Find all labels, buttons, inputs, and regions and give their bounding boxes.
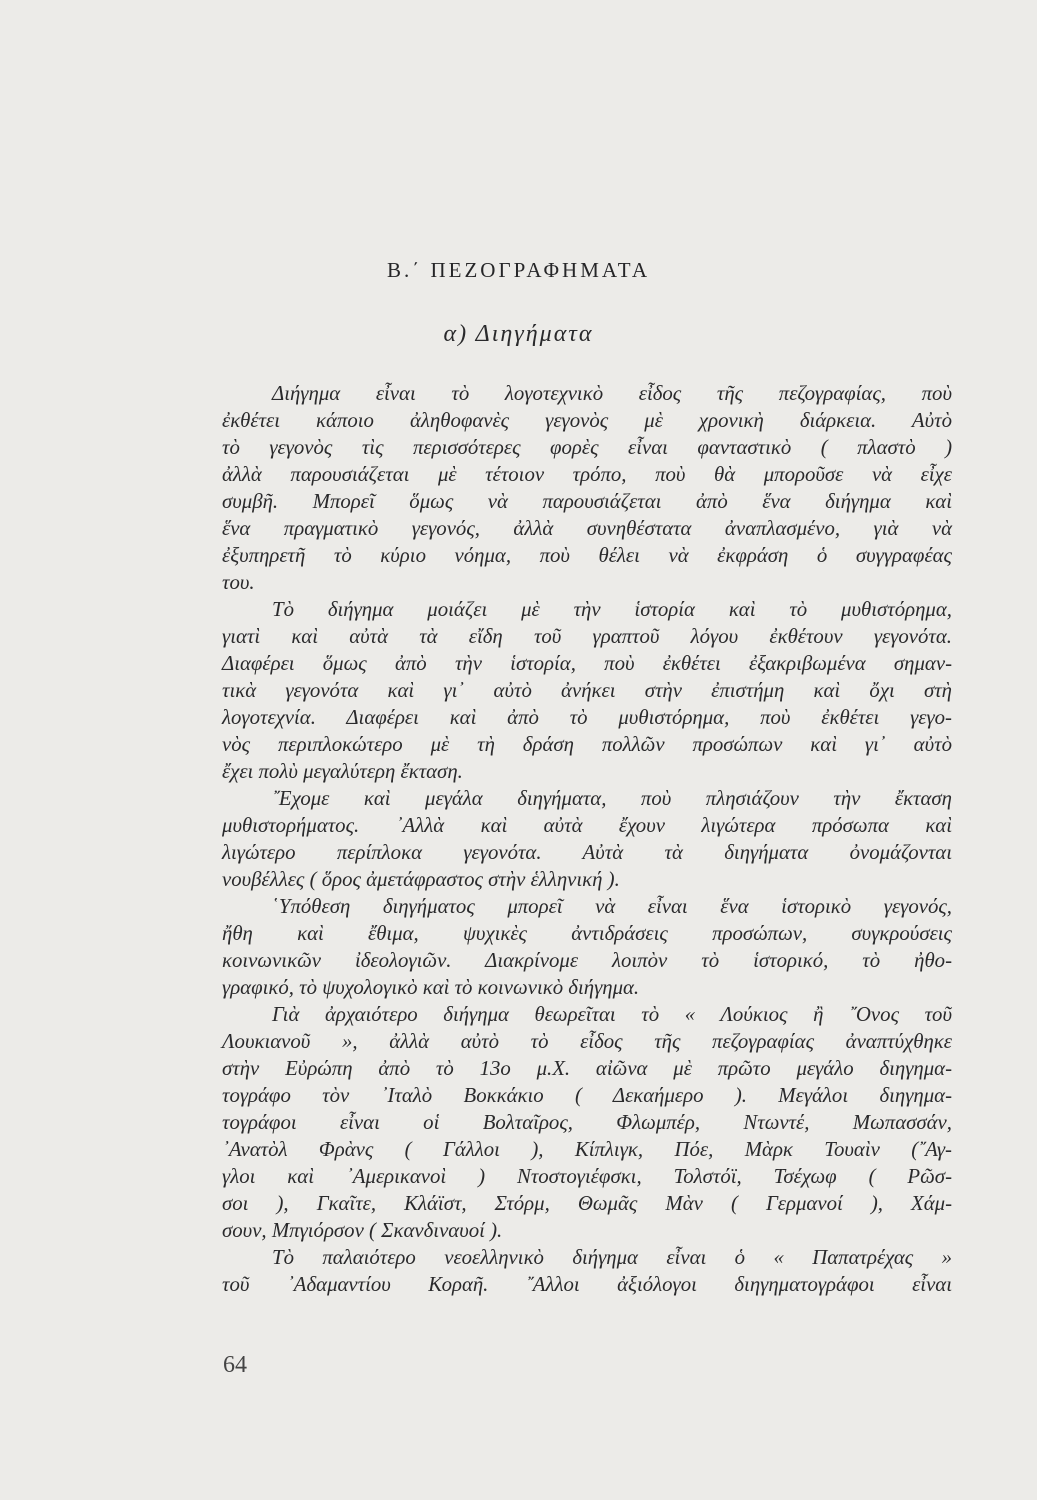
- text-line: ἤθη καὶ ἔθιμα, ψυχικὲς ἀντιδράσεις προσώπων, συγκρούσεις: [222, 922, 952, 945]
- text-line: τογράφο τὸν ᾽Ιταλὸ Βοκκάκιο ( Δεκαήμερο ). Μεγάλοι διηγημα-: [222, 1084, 952, 1107]
- text-line: ἀλλὰ παρουσιάζεται μὲ τέτοιον τρόπο, ποὺ θὰ μποροῦσε νὰ εἶχε: [222, 463, 952, 486]
- text-line: τικὰ γεγονότα καὶ γι᾿ αὐτὸ ἀνήκει στὴν ἐπιστήμη καὶ ὄχι στὴ: [222, 679, 952, 702]
- text-line: Γιὰ ἀρχαιότερο διήγημα θεωρεῖται τὸ « Λούκιος ἢ ῎Ονος τοῦ: [272, 1003, 952, 1026]
- text-line: σουν, Μπγιόρσον ( Σκανδιναυοί ).: [222, 1219, 503, 1242]
- text-line: ῎Εχομε καὶ μεγάλα διηγήματα, ποὺ πλησιάζουν τὴν ἔκταση: [272, 787, 952, 810]
- text-line: ἐξυπηρετῆ τὸ κύριο νόημα, ποὺ θέλει νὰ ἐκφράση ὁ συγγραφέας: [222, 544, 952, 567]
- text-line: στὴν Εὐρώπη ἀπὸ τὸ 13ο μ.Χ. αἰῶνα μὲ πρῶτο μεγάλο διηγημα-: [222, 1057, 952, 1080]
- text-line: ᾽Ανατὸλ Φρὰνς ( Γάλλοι ), Κίπλιγκ, Πόε, Μὰρκ Τουαὶν (῎Αγ-: [222, 1138, 952, 1161]
- text-line: γλοι καὶ ᾽Αμερικανοὶ ) Ντοστογιέφσκι, Τολστόϊ, Τσέχωφ ( Ρῶσ-: [222, 1165, 952, 1188]
- page-heading: Β.΄ ΠΕΖΟΓΡΑΦΗΜΑΤΑ: [386, 258, 651, 282]
- text-line: ῾Υπόθεση διηγήματος μπορεῖ νὰ εἶναι ἕνα ἱστορικὸ γεγονός,: [272, 895, 952, 918]
- text-line: σοι ), Γκαῖτε, Κλάϊστ, Στόρμ, Θωμᾶς Μὰν ( Γερμανοί ), Χάμ-: [222, 1192, 952, 1215]
- text-line: τοῦ ᾽Αδαμαντίου Κοραῆ. ῎Αλλοι ἀξιόλογοι διηγηματογράφοι εἶναι: [222, 1273, 952, 1296]
- body-text: [222, 380, 952, 1298]
- text-line: τογράφοι εἶναι οἱ Βολταῖρος, Φλωμπέρ, Ντωντέ, Μωπασσάν,: [222, 1111, 952, 1134]
- text-line: λογοτεχνία. Διαφέρει καὶ ἀπὸ τὸ μυθιστόρημα, ποὺ ἐκθέτει γεγο-: [222, 706, 952, 729]
- text-line: ἕνα πραγματικὸ γεγονός, ἀλλὰ συνηθέστατα ἀναπλασμένο, γιὰ νὰ: [222, 517, 952, 540]
- text-line: Λουκιανοῦ », ἀλλὰ αὐτὸ τὸ εἶδος τῆς πεζογραφίας ἀναπτύχθηκε: [222, 1030, 952, 1053]
- text-line: μυθιστορήματος. ᾽Αλλὰ καὶ αὐτὰ ἔχουν λιγώτερα πρόσωπα καὶ: [222, 814, 952, 837]
- text-line: του.: [222, 571, 255, 594]
- text-line: νουβέλλες ( ὅρος ἀμετάφραστος στὴν ἑλληνική ).: [222, 868, 620, 891]
- text-line: ἔχει πολὺ μεγαλύτερη ἔκταση.: [222, 760, 463, 783]
- text-line: γιατὶ καὶ αὐτὰ τὰ εἴδη τοῦ γραπτοῦ λόγου ἐκθέτουν γεγονότα.: [222, 625, 952, 648]
- text-line: κοινωνικῶν ἰδεολογιῶν. Διακρίνομε λοιπὸν τὸ ἱστορικό, τὸ ἠθο-: [222, 949, 952, 972]
- text-line: Τὸ διήγημα μοιάζει μὲ τὴν ἱστορία καὶ τὸ μυθιστόρημα,: [272, 598, 952, 621]
- text-line: ἐκθέτει κάποιο ἀληθοφανὲς γεγονὸς μὲ χρονικὴ διάρκεια. Αὐτὸ: [222, 409, 952, 432]
- text-line: λιγώτερο περίπλοκα γεγονότα. Αὐτὰ τὰ διηγήματα ὀνομάζονται: [222, 841, 952, 864]
- section-title: α) Διηγήματα: [443, 321, 594, 347]
- text-line: Διήγημα εἶναι τὸ λογοτεχνικὸ εἶδος τῆς πεζογραφίας, ποὺ: [272, 382, 952, 405]
- text-line: συμβῆ. Μπορεῖ ὅμως νὰ παρουσιάζεται ἀπὸ ἕνα διήγημα καὶ: [222, 490, 952, 513]
- text-line: νὸς περιπλοκώτερο μὲ τὴ δράση πολλῶν προσώπων καὶ γι᾿ αὐτὸ: [222, 733, 952, 756]
- text-line: τὸ γεγονὸς τὶς περισσότερες φορὲς εἶναι φανταστικὸ ( πλαστὸ ): [222, 436, 952, 459]
- text-line: γραφικό, τὸ ψυχολογικὸ καὶ τὸ κοινωνικὸ διήγημα.: [222, 976, 640, 999]
- text-line: Τὸ παλαιότερο νεοελληνικὸ διήγημα εἶναι ὁ « Παπατρέχας »: [272, 1246, 952, 1269]
- text-line: Διαφέρει ὅμως ἀπὸ τὴν ἱστορία, ποὺ ἐκθέτει ἐξακριβωμένα σημαν-: [222, 652, 952, 675]
- page-number: 64: [223, 1352, 247, 1378]
